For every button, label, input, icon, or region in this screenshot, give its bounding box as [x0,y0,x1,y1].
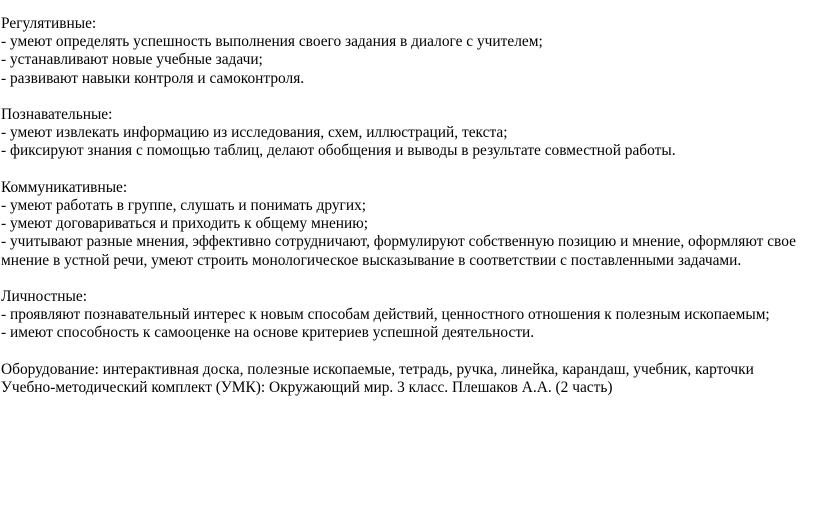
section-heading: Познавательные: [1,106,113,123]
list-item: - развивают навыки контроля и самоконтроля. [1,69,305,87]
list-item: - устанавливают новые учебные задачи; [1,51,263,69]
umk-line: Учебно-методический комплект (УМК): Окружающий мир. 3 класс. Плешаков А.А. (2 часть) [1,379,613,396]
section-heading: Регулятивные: [1,15,97,32]
list-item: - учитывают разные мнения, эффективно сотрудничают, формулируют собственную позицию и мнение, оформляют свое [1,233,796,251]
section-cognitive [1,106,816,161]
section-heading: Личностные: [1,288,87,305]
list-item: - умеют договариваться и приходить к общему мнению; [1,215,369,233]
list-item: - имеют способность к самооценке на основе критериев успешной деятельности. [1,324,535,342]
section-communicative [1,179,816,270]
list-item: - умеют работать в группе, слушать и понимать других; [1,197,367,214]
list-item: - фиксируют знания с помощью таблиц, делают обобщения и выводы в результате совместной работы. [1,142,676,160]
section-personal [1,288,816,343]
section-footer [1,361,816,397]
section-heading: Коммуникативные: [1,178,128,196]
document-body [1,15,816,397]
list-item-continuation: мнение в устной речи, умеют строить монологическое высказывание в соответствии с поставленными задачами. [1,251,742,269]
list-item: - умеют определять успешность выполнения своего задания в диалоге с учителем; [1,33,543,51]
section-regulatory [1,15,816,88]
equipment-line: Оборудование: интерактивная доска, полезные ископаемые, тетрадь, ручка, линейка, карандаш, учебник, карточки [1,360,754,378]
list-item: - проявляют познавательный интерес к новым способам действий, ценностного отношения к полезным ископаемым; [1,306,770,324]
list-item: - умеют извлекать информацию из исследования, схем, иллюстраций, текста; [1,124,508,142]
